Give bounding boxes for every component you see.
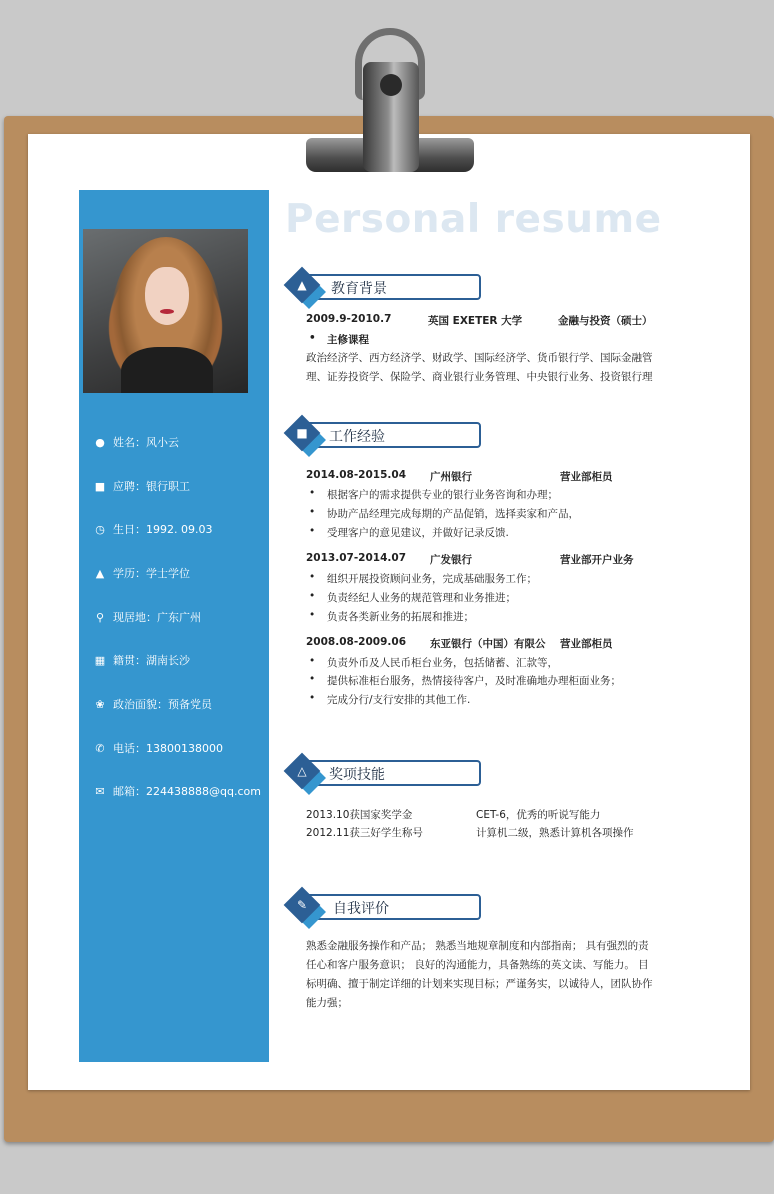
profile-phone: ✆ 电话：13800138000 [93, 738, 223, 758]
job-duty: • 受理客户的意见建议，并做好记录反馈. [327, 525, 509, 540]
clock-icon: ◷ [95, 522, 105, 536]
education-period: 2009.9-2010.7 [306, 313, 392, 325]
mail-icon: ✉ [95, 784, 105, 798]
job-duty: • 负责经纪人业务的规范管理和业务推进； [327, 590, 516, 605]
profile-birthday: ◷ 生日：1992. 09.03 [93, 519, 212, 539]
pencil-icon: ✎ [296, 898, 308, 912]
education-courses-line: 政治经济学、西方经济学、财政学、国际经济学、货币银行学、国际金融管 [306, 352, 653, 364]
job-company: 东亚银行（中国）有限公 [430, 638, 546, 650]
job-duty: • 负责各类新业务的拓展和推进； [327, 609, 474, 624]
flask-icon: △ [297, 764, 307, 778]
profile-name: ● 姓名：风小云 [93, 432, 179, 452]
education-header: ▲ 教育背景 [277, 266, 483, 306]
skill-item: CET-6，优秀的听说写能力 [476, 809, 601, 821]
education-courses-line: 理、证券投资学、保险学、商业银行业务管理、中央银行业务、投资银行理 [306, 371, 653, 383]
job-duty: • 负责外币及人民币柜台业务，包括储蓄、汇款等， [327, 655, 558, 670]
profile-hometown: ▦ 籍贯：湖南长沙 [94, 653, 190, 667]
phone-icon: ✆ [95, 741, 105, 755]
self-eval-text: 熟悉金融服务操作和产品； 熟悉当地规章制度和内部指南； 具有强烈的责 任心和客户服务意识； 良好的沟通能力，具备熟练的英文读、写能力。 目 标明确、擅于制定详细的计划来实现目标；严谨务实，以诚待人，团队协作 能力强； [306, 940, 653, 1009]
work-header: ■ 工作经验 [277, 414, 483, 454]
job-company: 广州银行 [430, 471, 472, 483]
self-eval-header: ✎ 自我评价 [277, 886, 483, 926]
building-icon: ▦ [94, 653, 106, 667]
badge-icon: ❀ [95, 697, 105, 711]
profile-photo [83, 229, 248, 393]
resume-title: Personal resume [285, 197, 662, 242]
briefcase-icon: ■ [94, 479, 106, 493]
job-period: 2008.08-2009.06 [306, 636, 407, 648]
profile-position: ■ 应聘：银行职工 [94, 479, 190, 493]
profile-political: ❀ 政治面貌：预备党员 [93, 694, 212, 714]
briefcase-icon: ■ [296, 426, 308, 440]
awards-header: △ 奖项技能 [277, 752, 483, 792]
job-duty: • 完成分行/支行安排的其他工作. [327, 692, 470, 707]
graduation-cap-icon: ▲ [297, 278, 307, 292]
person-icon: ● [95, 435, 105, 449]
location-pin-icon: ⚲ [95, 610, 105, 624]
job-role: 营业部柜员 [560, 638, 613, 650]
job-duty: • 组织开展投资顾问业务，完成基础服务工作； [327, 571, 537, 586]
graduate-icon: ▲ [95, 566, 105, 580]
job-duty: • 协助产品经理完成每期的产品促销，选择卖家和产品， [327, 506, 579, 521]
profile-education: ▲ 学历：学士学位 [93, 563, 190, 583]
award-item: 2012.11获三好学生称号 [306, 827, 423, 839]
education-school: 英国 EXETER 大学 [428, 315, 523, 327]
profile-location: ⚲ 现居地：广东广州 [93, 607, 201, 627]
job-period: 2014.08-2015.04 [306, 469, 407, 481]
binder-clip [300, 28, 480, 178]
job-role: 营业部开户业务 [560, 554, 634, 566]
job-duty: • 根据客户的需求提供专业的银行业务咨询和办理； [327, 487, 558, 502]
education-major: 金融与投资（硕士） [558, 315, 653, 327]
job-period: 2013.07-2014.07 [306, 552, 407, 564]
skill-item: 计算机二级，熟悉计算机各项操作 [476, 827, 634, 839]
job-role: 营业部柜员 [560, 471, 613, 483]
award-item: 2013.10获国家奖学金 [306, 809, 413, 821]
job-duty: • 提供标准柜台服务，热情接待客户，及时准确地办理柜面业务； [327, 673, 621, 688]
job-company: 广发银行 [430, 554, 472, 566]
education-courses-label: • 主修课程 [327, 332, 369, 347]
profile-email: ✉ 邮箱：224438888@qq.com [93, 781, 261, 801]
